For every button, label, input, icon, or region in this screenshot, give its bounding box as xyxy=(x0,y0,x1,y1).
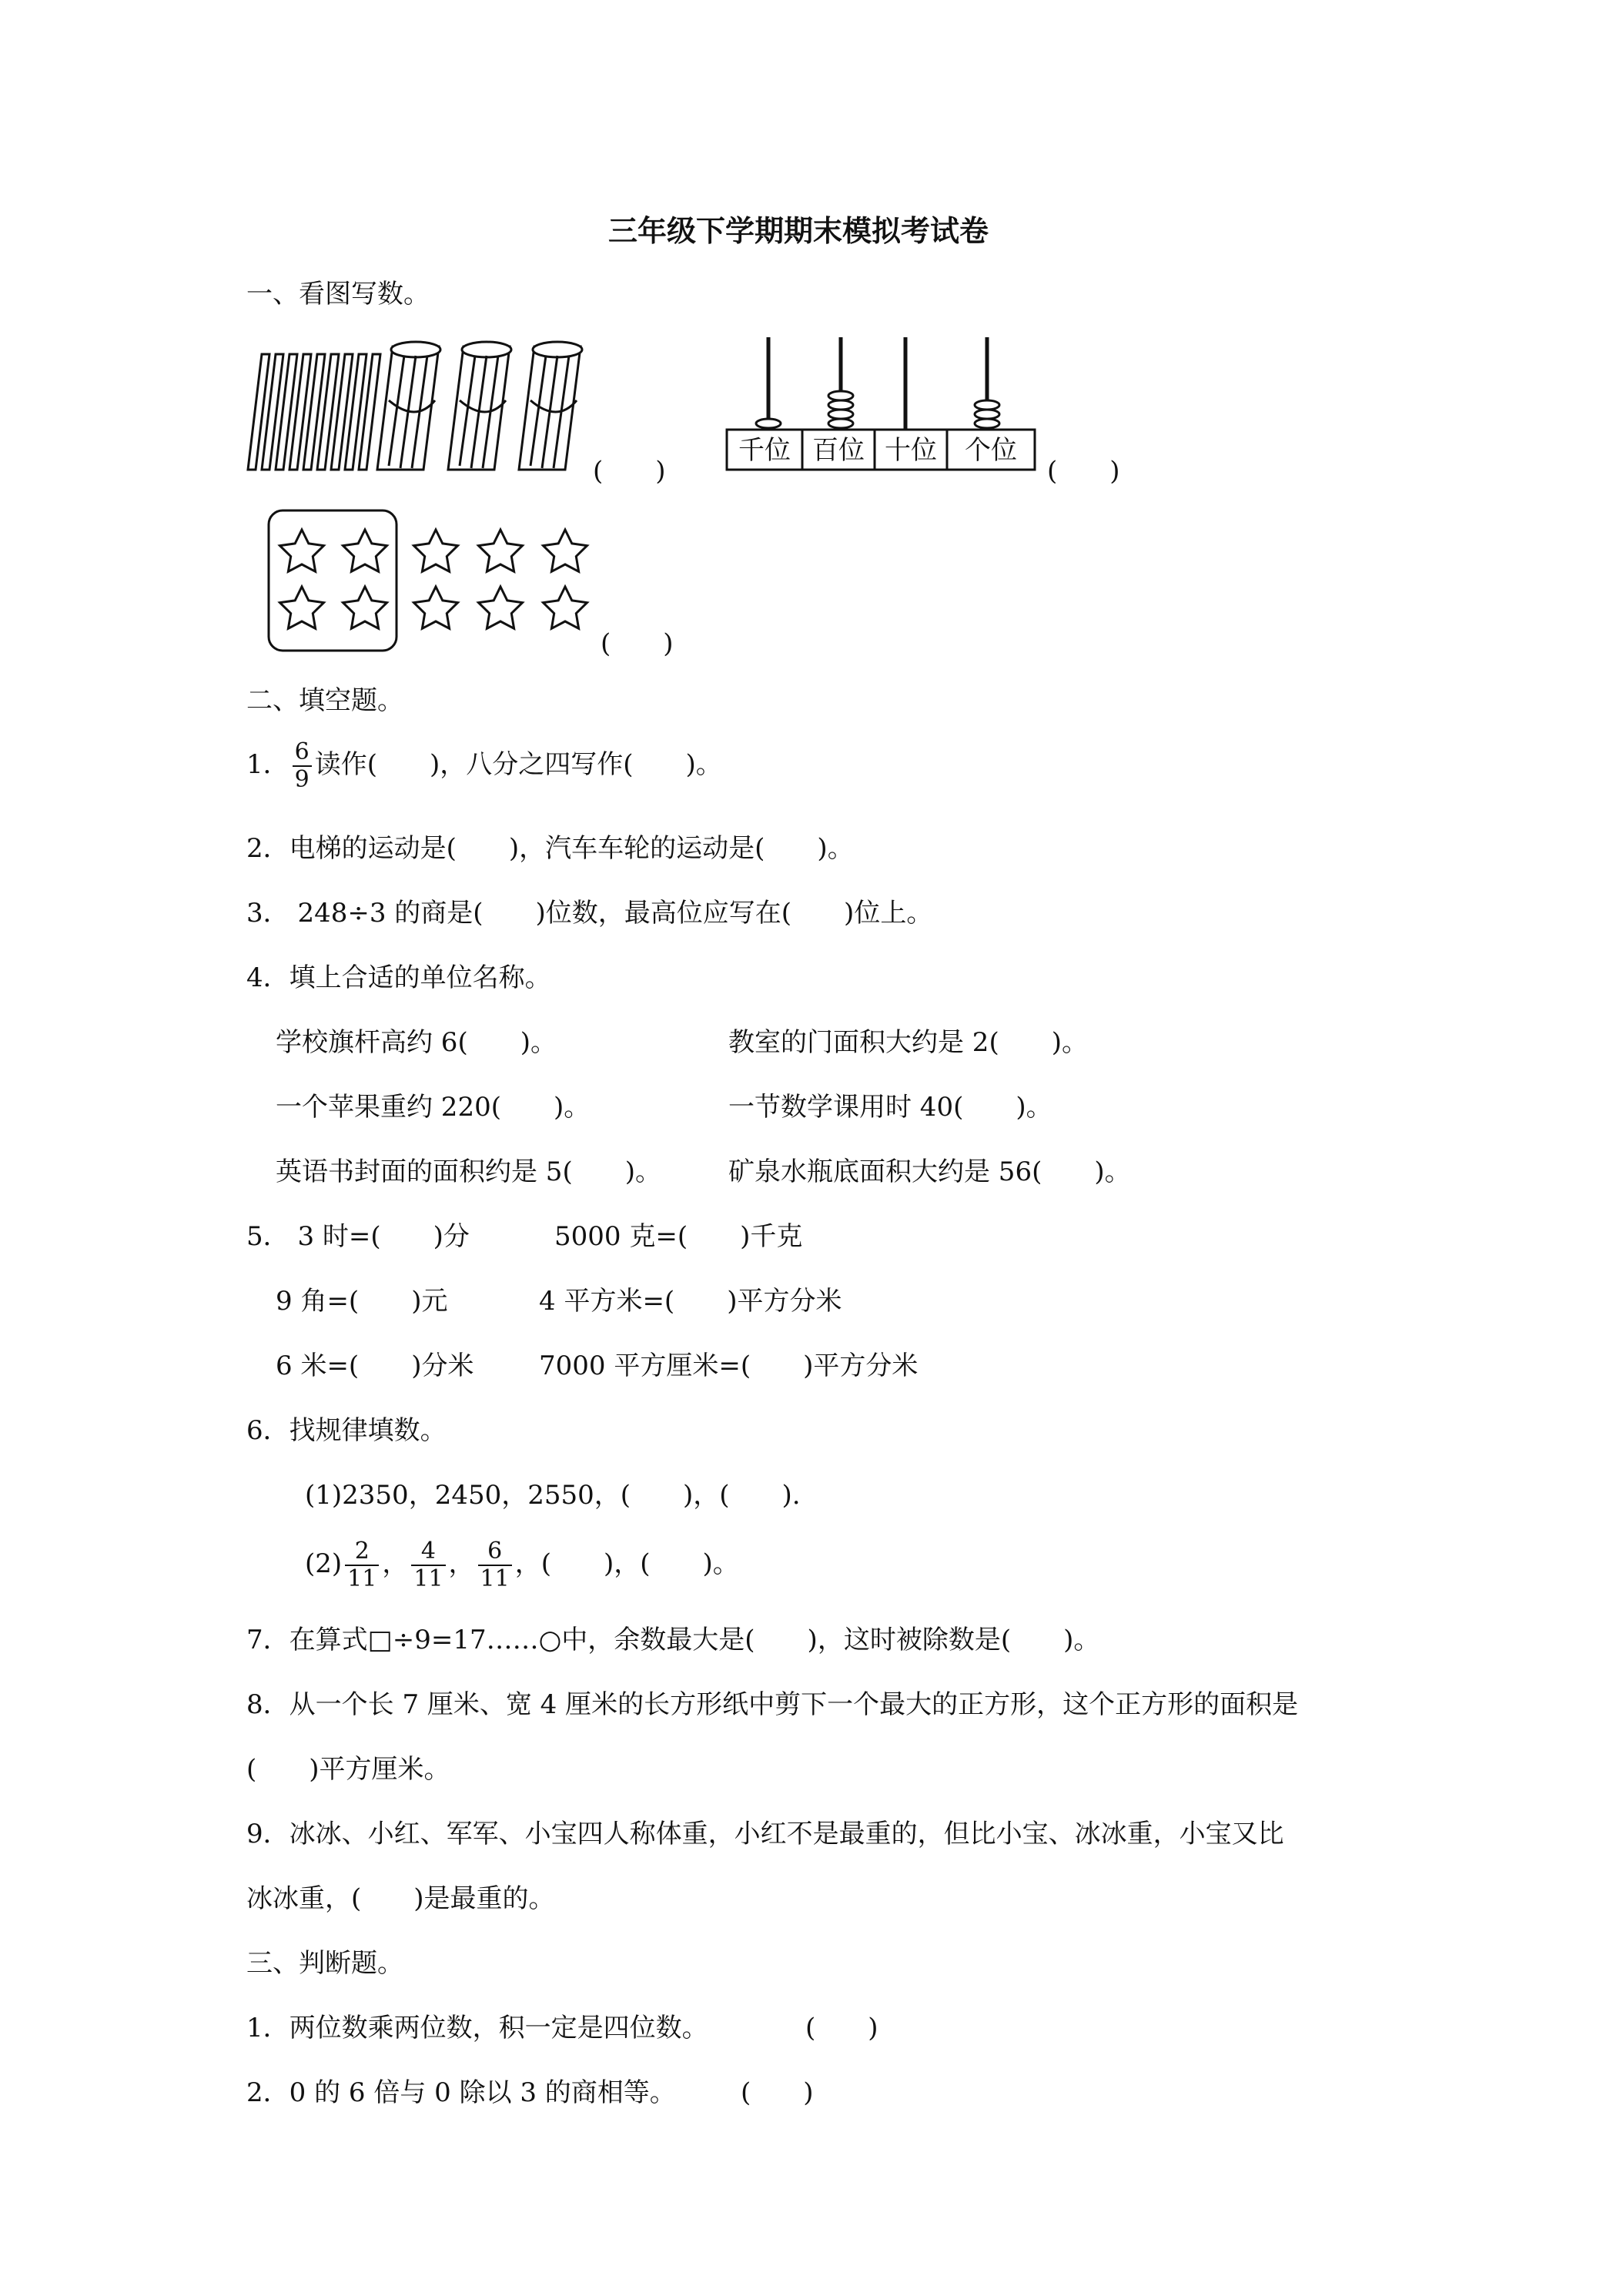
unit-item: 一个苹果重约 220( )。 xyxy=(276,1092,591,1123)
sticks-figure xyxy=(246,339,601,477)
unit-item: 学校旗杆高约 6( )。 xyxy=(276,1027,557,1058)
unit-item: 矿泉水瓶底面积大约是 56( )。 xyxy=(728,1156,1131,1187)
answer-blank[interactable]: ( ) xyxy=(805,2013,878,2043)
stars-figure xyxy=(266,508,597,654)
question-2-9-line2: 冰冰重，( )是最重的。 xyxy=(246,1883,555,1914)
fraction: $\frac{2}{11}$ xyxy=(345,1538,379,1592)
section-2-heading: 二、填空题。 xyxy=(246,685,403,716)
question-2-3: 3． 248÷3 的商是( )位数，最高位应写在( )位上。 xyxy=(246,898,933,929)
answer-blank[interactable]: ( ) xyxy=(593,456,666,487)
question-2-8-line1: 8．从一个长 7 厘米、宽 4 厘米的长方形纸中剪下一个最大的正方形，这个正方形的面积是 xyxy=(246,1689,1299,1720)
conversion-item: 7000 平方厘米=( )平方分米 xyxy=(539,1350,919,1381)
question-2-1 xyxy=(246,739,722,793)
judgment-question-2: 2．0 的 6 倍与 0 除以 3 的商相等。 xyxy=(246,2077,676,2108)
conversion-item: 4 平方米=( )平方分米 xyxy=(539,1286,842,1317)
conversion-item: 5． 3 时=( )分 xyxy=(246,1221,470,1252)
question-2-8-line2: ( )平方厘米。 xyxy=(246,1754,450,1785)
question-2-6: 6．找规律填数。 xyxy=(246,1415,447,1446)
unit-item: 一节数学课用时 40( )。 xyxy=(728,1092,1052,1123)
answer-blank[interactable]: ( ) xyxy=(1047,456,1120,487)
abacus-figure xyxy=(724,331,1047,477)
abacus-label-thousands: 千位 xyxy=(738,435,791,466)
question-number: 1． xyxy=(246,749,289,780)
conversion-item: 6 米=( )分米 xyxy=(276,1350,474,1381)
question-2-4: 4．填上合适的单位名称。 xyxy=(246,962,551,993)
page-title: 三年级下学期期末模拟考试卷 xyxy=(608,213,989,248)
question-2-2: 2．电梯的运动是( )，汽车车轮的运动是( )。 xyxy=(246,833,854,864)
fraction: $\frac{6}{11}$ xyxy=(478,1538,512,1592)
question-2-9-line1: 9．冰冰、小红、军军、小宝四人称体重，小红不是最重的，但比小宝、冰冰重，小宝又比 xyxy=(246,1819,1284,1849)
question-text: 读作( )，八分之四写作( )。 xyxy=(314,749,722,780)
answer-blank[interactable]: ( ) xyxy=(741,2077,814,2108)
section-3-heading: 三、判断题。 xyxy=(246,1948,403,1979)
abacus-label-tens: 十位 xyxy=(885,435,937,466)
fraction: $\frac{6}{9}$ xyxy=(293,739,312,793)
unit-item: 英语书封面的面积约是 5( )。 xyxy=(276,1156,661,1187)
fraction: $\frac{4}{11}$ xyxy=(411,1538,445,1592)
abacus-label-hundreds: 百位 xyxy=(812,435,865,466)
question-2-7: 7．在算式□÷9=17……○中，余数最大是( )，这时被除数是( )。 xyxy=(246,1625,1100,1655)
section-1-heading: 一、看图写数。 xyxy=(246,279,430,310)
conversion-item: 5000 克=( )千克 xyxy=(554,1221,803,1252)
judgment-question-1: 1．两位数乘两位数，积一定是四位数。 xyxy=(246,2013,708,2043)
sequence-1: (1)2350，2450，2550，( )，( ). xyxy=(305,1480,801,1511)
sequence-2: (2) $\frac{2}{11}$ ， $\frac{4}{11}$ ， $\frac{6}{11}$ ，( )，( )。 xyxy=(305,1538,739,1592)
unit-item: 教室的门面积大约是 2( )。 xyxy=(728,1027,1088,1058)
conversion-item: 9 角=( )元 xyxy=(276,1286,448,1317)
abacus-label-ones: 个位 xyxy=(965,435,1017,466)
answer-blank[interactable]: ( ) xyxy=(601,628,674,659)
